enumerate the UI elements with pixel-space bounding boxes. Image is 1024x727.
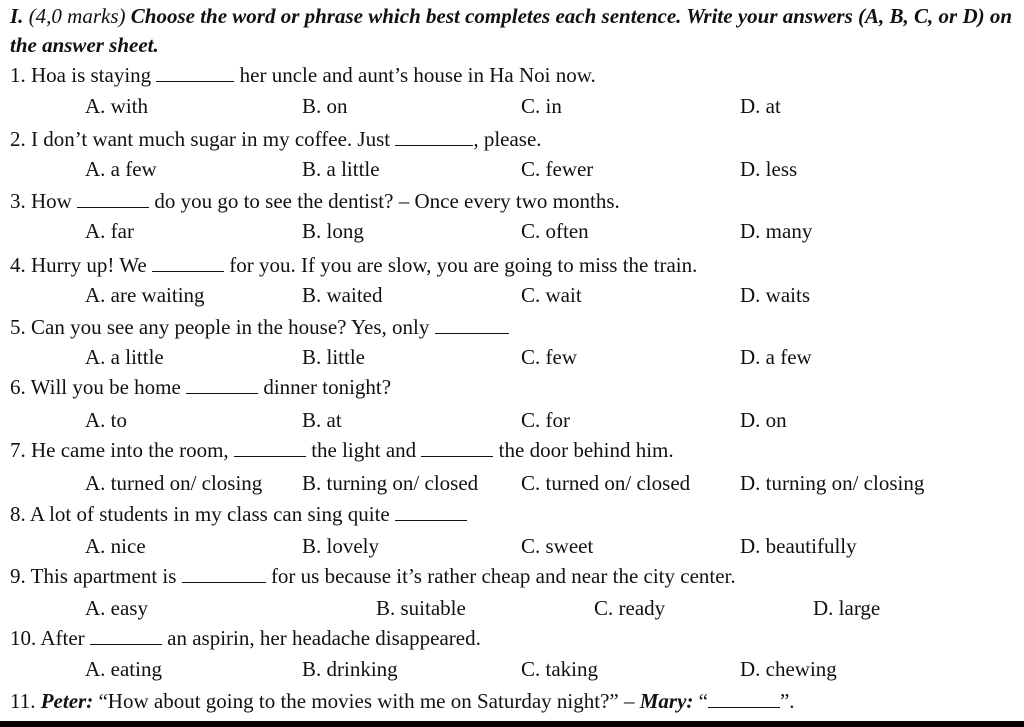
question-text: the light and (311, 438, 417, 462)
option-d: D. waits (740, 283, 810, 307)
option-b: B. turning on/ closed (302, 471, 479, 495)
option-d: D. at (740, 94, 781, 118)
question-text: dinner tonight? (263, 375, 392, 399)
option-b: B. a little (302, 157, 380, 181)
question-text: How (31, 189, 72, 213)
question-number: 1. (10, 63, 26, 87)
question-text: A lot of students in my class can sing quite (29, 502, 390, 526)
option-a: A. turned on/ closing (85, 471, 263, 495)
question-text: “How about going to the movies with me on Saturday night?” – (98, 689, 635, 713)
question-number: 5. (10, 315, 26, 339)
question-number: 3. (10, 189, 26, 213)
question-number: 6. (10, 375, 26, 399)
question-text: Hurry up! We (31, 253, 147, 277)
option-d: D. less (740, 157, 798, 181)
question-text: I don’t want much sugar in my coffee. Just (31, 127, 391, 151)
answer-blank (156, 64, 234, 82)
option-b: B. suitable (376, 596, 466, 620)
question-9 (10, 563, 736, 589)
section-marks: (4,0 marks) (28, 4, 126, 28)
option-a: A. a few (85, 157, 157, 181)
option-a: A. nice (85, 534, 146, 558)
option-a: A. with (85, 94, 148, 118)
option-b: B. at (302, 408, 342, 432)
option-c: C. for (521, 408, 570, 432)
question-10 (10, 625, 481, 651)
question-4 (10, 252, 697, 278)
answer-blank (90, 627, 162, 645)
speaker-peter: Peter: (40, 689, 94, 713)
option-c: C. fewer (521, 157, 594, 181)
option-c: C. in (521, 94, 562, 118)
section-instruction: Choose the word or phrase which best completes each sentence. Write your answers (A, B, C, or D) on the answer sheet. (10, 4, 1013, 57)
quote-open: “ (698, 689, 708, 713)
option-c: C. ready (594, 596, 666, 620)
option-c: C. sweet (521, 534, 594, 558)
answer-blank (182, 565, 266, 583)
question-3 (10, 188, 620, 214)
option-a: A. to (85, 408, 127, 432)
question-number: 2. (10, 127, 26, 151)
question-text: her uncle and aunt’s house in Ha Noi now. (239, 63, 596, 87)
option-b: B. little (302, 345, 365, 369)
option-a: A. eating (85, 657, 162, 681)
question-2 (10, 126, 542, 152)
option-c: C. turned on/ closed (521, 471, 691, 495)
question-text: Will you be home (30, 375, 181, 399)
section-header (10, 2, 1015, 60)
option-d: D. on (740, 408, 787, 432)
option-d: D. turning on/ closing (740, 471, 925, 495)
option-d: D. large (813, 596, 881, 620)
option-b: B. waited (302, 283, 383, 307)
answer-blank (77, 190, 149, 208)
option-a: A. are waiting (85, 283, 205, 307)
quote-close: ”. (779, 689, 795, 713)
question-6 (10, 374, 391, 400)
answer-blank (186, 376, 258, 394)
question-text: , please. (473, 127, 542, 151)
option-d: D. a few (740, 345, 812, 369)
question-text: He came into the room, (31, 438, 229, 462)
option-b: B. on (302, 94, 348, 118)
option-b: B. drinking (302, 657, 398, 681)
question-text: Can you see any people in the house? Yes, only (31, 315, 430, 339)
option-c: C. taking (521, 657, 598, 681)
bottom-border (0, 721, 1024, 727)
question-number: 9. (10, 564, 26, 588)
question-number: 4. (10, 253, 26, 277)
question-text: After (40, 626, 85, 650)
option-b: B. long (302, 219, 364, 243)
section-roman: I. (10, 4, 24, 28)
question-5 (10, 314, 509, 340)
option-c: C. wait (521, 283, 582, 307)
question-text: do you go to see the dentist? – Once every two months. (154, 189, 620, 213)
option-d: D. chewing (740, 657, 837, 681)
answer-blank (421, 439, 493, 457)
option-a: A. far (85, 219, 134, 243)
question-text: the door behind him. (498, 438, 674, 462)
speaker-mary: Mary: (639, 689, 694, 713)
question-number: 11. (10, 689, 36, 713)
option-d: D. beautifully (740, 534, 857, 558)
question-text: for us because it’s rather cheap and near the city center. (270, 564, 736, 588)
answer-blank (708, 690, 780, 708)
question-text: an aspirin, her headache disappeared. (167, 626, 481, 650)
question-text: This apartment is (30, 564, 177, 588)
option-c: C. few (521, 345, 577, 369)
question-number: 7. (10, 438, 26, 462)
answer-blank (152, 254, 224, 272)
option-c: C. often (521, 219, 589, 243)
answer-blank (395, 503, 467, 521)
question-text: Hoa is staying (31, 63, 152, 87)
question-1 (10, 62, 596, 88)
answer-blank (395, 128, 473, 146)
answer-blank (234, 439, 306, 457)
question-number: 8. (10, 502, 26, 526)
question-text: for you. If you are slow, you are going to miss the train. (229, 253, 698, 277)
option-a: A. a little (85, 345, 164, 369)
question-8 (10, 501, 467, 527)
question-11 (10, 688, 795, 714)
option-a: A. easy (85, 596, 148, 620)
option-d: D. many (740, 219, 813, 243)
question-7 (10, 437, 674, 463)
option-b: B. lovely (302, 534, 379, 558)
question-number: 10. (10, 626, 37, 650)
answer-blank (435, 316, 509, 334)
